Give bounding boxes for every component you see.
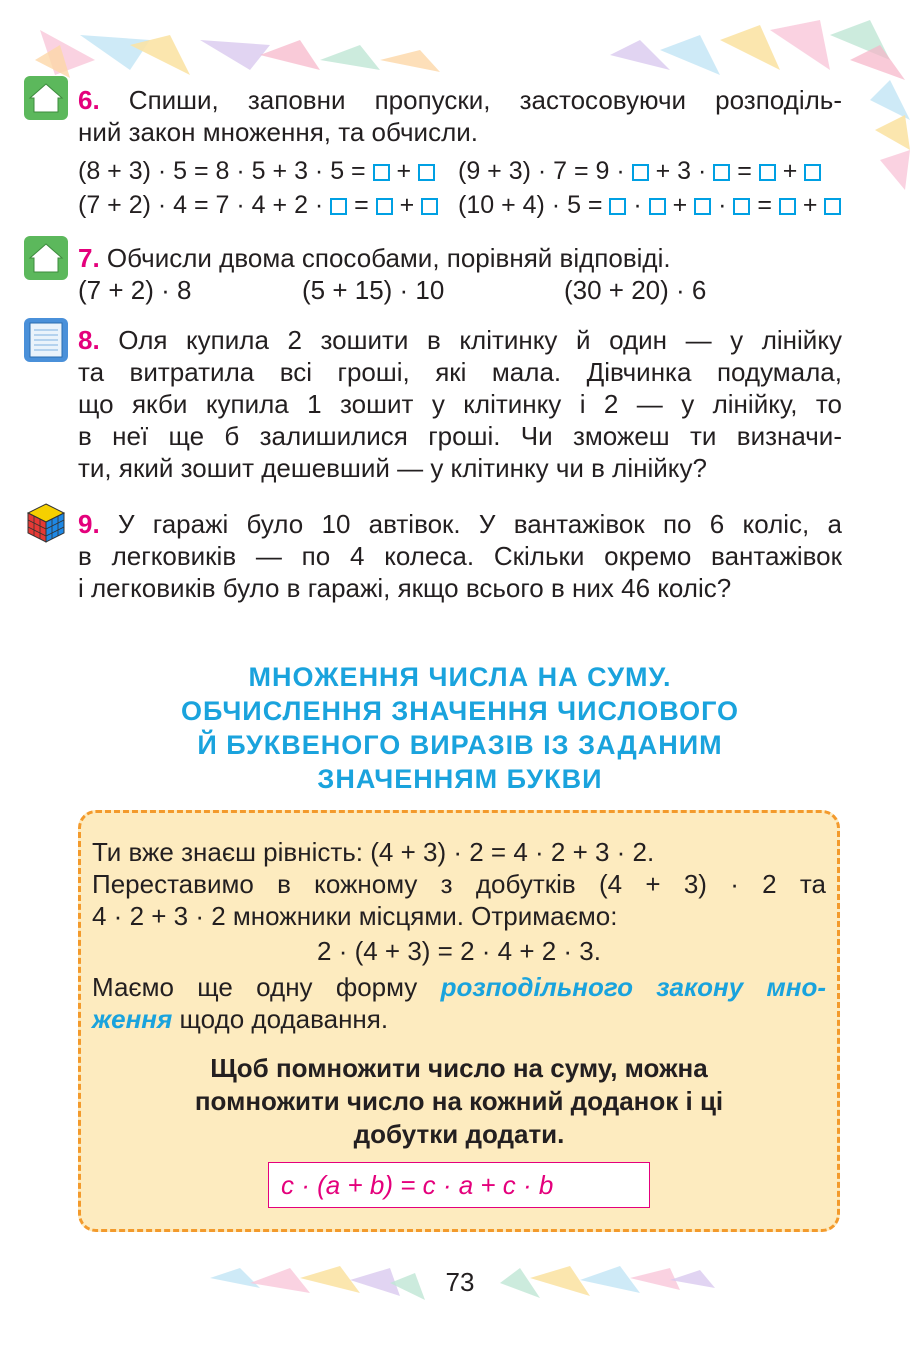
blank-box[interactable] <box>609 198 626 215</box>
top-decoration <box>0 0 918 80</box>
blank-box[interactable] <box>759 164 776 181</box>
blank-box[interactable] <box>373 164 390 181</box>
task-6-row-2-left: (7 + 2) · 4 = 7 · 4 + 2 · = + <box>78 190 438 220</box>
rubiks-cube-icon <box>24 500 68 544</box>
theory-equation: 2 · (4 + 3) = 2 · 4 + 2 · 3. <box>317 936 601 966</box>
notebook-icon <box>24 318 68 362</box>
task-number: 7. <box>78 243 100 273</box>
highlight-term: ження <box>92 1004 173 1034</box>
section-title: МНОЖЕННЯ ЧИСЛА НА СУМУ. ОБЧИСЛЕННЯ ЗНАЧЕННЯ ЧИСЛОВОГО Й БУКВЕНОГО ВИРАЗІВ ІЗ ЗАДАНИМ ЗНАЧЕННЯМ БУКВИ <box>180 662 740 794</box>
blank-box[interactable] <box>824 198 841 215</box>
task-7-expression-1: (7 + 2) · 8 <box>78 275 192 305</box>
task-number: 8. <box>78 325 100 355</box>
blank-box[interactable] <box>632 164 649 181</box>
task-6-text: 6. Спиши, заповни пропуски, застосовуючи розподіль- ний закон множення, та обчисли. <box>78 85 842 147</box>
task-7-expression-3: (30 + 20) · 6 <box>564 275 707 305</box>
blank-box[interactable] <box>713 164 730 181</box>
task-7-expression-2: (5 + 15) · 10 <box>302 275 445 305</box>
blank-box[interactable] <box>694 198 711 215</box>
blank-box[interactable] <box>733 198 750 215</box>
blank-box[interactable] <box>779 198 796 215</box>
blank-box[interactable] <box>804 164 821 181</box>
highlight-term: розподільного закону мно- <box>440 972 826 1002</box>
distributive-formula: c · (a + b) = c · a + c · b <box>268 1162 650 1208</box>
task-6-row-2-right: (10 + 4) · 5 = · + · = + <box>458 190 841 220</box>
home-icon <box>24 76 68 120</box>
task-6-row-1-right: (9 + 3) · 7 = 9 · + 3 · = + <box>458 156 821 186</box>
task-number: 9. <box>78 509 100 539</box>
theory-text: Ти вже знаєш рівність: (4 + 3) · 2 = 4 · 2 + 3 · 2. Переставимо в кожному з добутків (4 + 3) · 2 та 4 · 2 + 3 · 2 множники місцями. Отримаємо: 2 · (4 + 3) = 2 · 4 + 2 · 3. Маємо ще одну форму розподільного закону мно- ження щодо додавання. <box>92 837 826 1034</box>
home-icon <box>24 236 68 280</box>
blank-box[interactable] <box>376 198 393 215</box>
right-decoration <box>860 80 918 200</box>
blank-box[interactable] <box>421 198 438 215</box>
task-number: 6. <box>78 85 100 115</box>
blank-box[interactable] <box>649 198 666 215</box>
blank-box[interactable] <box>418 164 435 181</box>
page-number: 73 <box>445 1267 475 1297</box>
task-6-row-1-left: (8 + 3) · 5 = 8 · 5 + 3 · 5 = + <box>78 156 435 186</box>
task-9-text: 9. У гаражі було 10 автівок. У вантажівок по 6 коліс, а в легковиків — по 4 колеса. Скільки окремо вантажівок і легковиків було в гаражі, якщо всього в них 46 коліс? <box>78 509 842 603</box>
blank-box[interactable] <box>330 198 347 215</box>
task-8-text: 8. Оля купила 2 зошити в клітинку й один — у лінійку та витратила всі гроші, які мала. Дівчинка подумала, що якби купила 1 зошит у клітинку і 2 — у лінійку, то в неї ще б залишилися гроші. Чи зможеш ти визначи- ти, який зошит дешевший — у клітинку чи в лінійку? <box>78 325 842 483</box>
rule-statement: Щоб помножити число на суму, можна помножити число на кожний доданок і ці добутки додати. <box>194 1053 724 1149</box>
task-7-text: 7. Обчисли двома способами, порівняй відповіді. <box>78 243 671 273</box>
